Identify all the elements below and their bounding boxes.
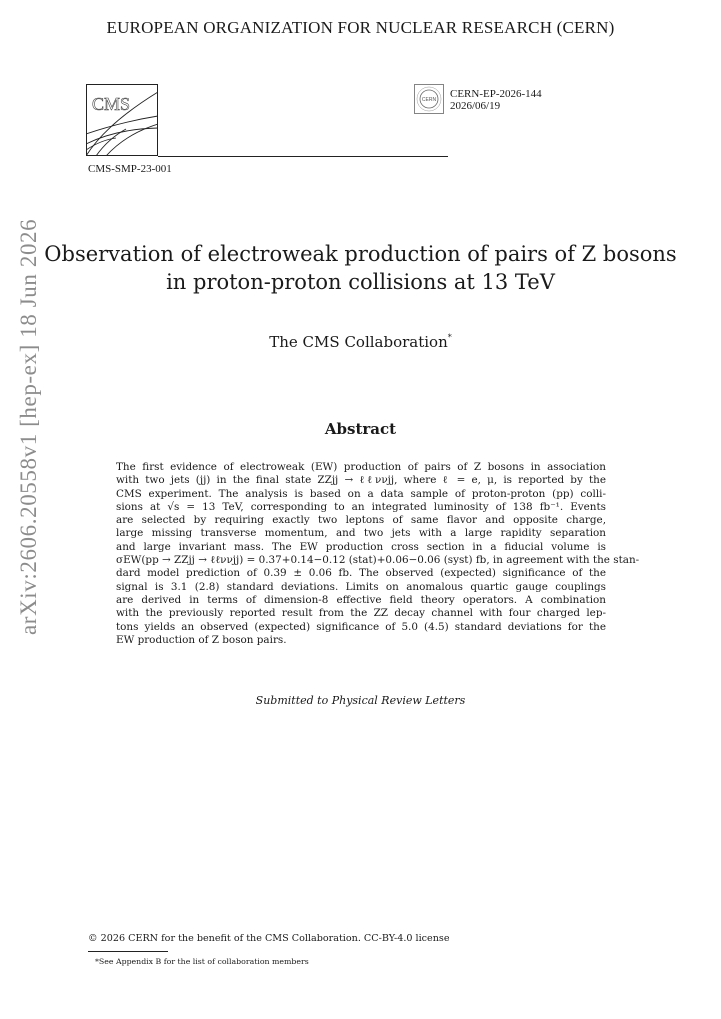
- footnote: *See Appendix B for the list of collaboration members: [95, 957, 309, 966]
- copyright-notice: © 2026 CERN for the benefit of the CMS Collaboration. CC-BY-4.0 license: [88, 933, 450, 944]
- abstract-heading: Abstract: [324, 420, 397, 438]
- author-footnote-mark: *: [447, 333, 452, 342]
- abstract-line: σEW(pp → ZZjj → ℓℓννjj) = 0.37+0.14−0.12 (stat)+0.06−0.06 (syst) fb, in agreement with the stan-: [116, 554, 640, 567]
- abstract-line: CMS experiment. The analysis is based on a data sample of proton-proton (pp) colli-: [116, 487, 606, 500]
- report-id: CMS-SMP-23-001: [88, 163, 172, 175]
- abstract-line: and large invariant mass. The EW production cross section in a fiducial volume is: [116, 540, 606, 553]
- abstract-line: EW production of Z boson pairs.: [116, 633, 287, 646]
- abstract-line: dard model prediction of 0.39 ± 0.06 fb. The observed (expected) significance of the: [116, 567, 606, 580]
- organization-header: EUROPEAN ORGANIZATION FOR NUCLEAR RESEARCH (CERN): [106, 18, 615, 37]
- cern-logo-icon: [414, 84, 444, 114]
- abstract-line: with the previously reported result from the ZZ decay channel with four charged lep-: [116, 607, 606, 620]
- title-line: Observation of electroweak production of pairs of Z bosons: [44, 242, 677, 266]
- cern-logo-text: CERN: [421, 97, 437, 103]
- title-line: in proton-proton collisions at 13 TeV: [166, 270, 555, 294]
- footnote-rule: [88, 951, 168, 952]
- abstract-line: tons yields an observed (expected) significance of 5.0 (4.5) standard deviations for the: [116, 620, 606, 633]
- abstract-line: signal is 3.1 (2.8) standard deviations. Limits on anomalous quartic gauge couplings: [116, 580, 606, 593]
- cern-report-date: 2026/06/19: [450, 100, 501, 112]
- author-name: The CMS Collaboration: [269, 333, 448, 351]
- abstract-line: with two jets (jj) in the final state ZZjj → ℓℓννjj, where ℓ = e, μ, is reported by the: [116, 474, 606, 487]
- abstract-line: are derived in terms of dimension-8 effective field theory operators. A combination: [116, 593, 606, 606]
- abstract-line: The first evidence of electroweak (EW) production of pairs of Z bosons in association: [116, 461, 606, 473]
- abstract-body: [116, 461, 640, 647]
- abstract-line: sions at √s = 13 TeV, corresponding to an integrated luminosity of 138 fb⁻¹. Events: [116, 500, 606, 513]
- authors: [0, 333, 721, 351]
- header-rule: [158, 156, 448, 157]
- cms-logo-icon: [86, 84, 158, 156]
- submission-note: Submitted to Physical Review Letters: [255, 694, 466, 707]
- abstract-line: large missing transverse momentum, and two jets with a large rapidity separation: [116, 527, 606, 540]
- paper-title: [0, 240, 721, 296]
- abstract-line: are selected by requiring exactly two leptons of same flavor and opposite charge,: [116, 514, 606, 527]
- cern-report-number: CERN-EP-2026-144: [450, 88, 542, 100]
- cms-logo-text: CMS: [92, 94, 131, 114]
- arxiv-stamp: arXiv:2606.20558v1 [hep-ex] 18 Jun 2026: [16, 218, 41, 635]
